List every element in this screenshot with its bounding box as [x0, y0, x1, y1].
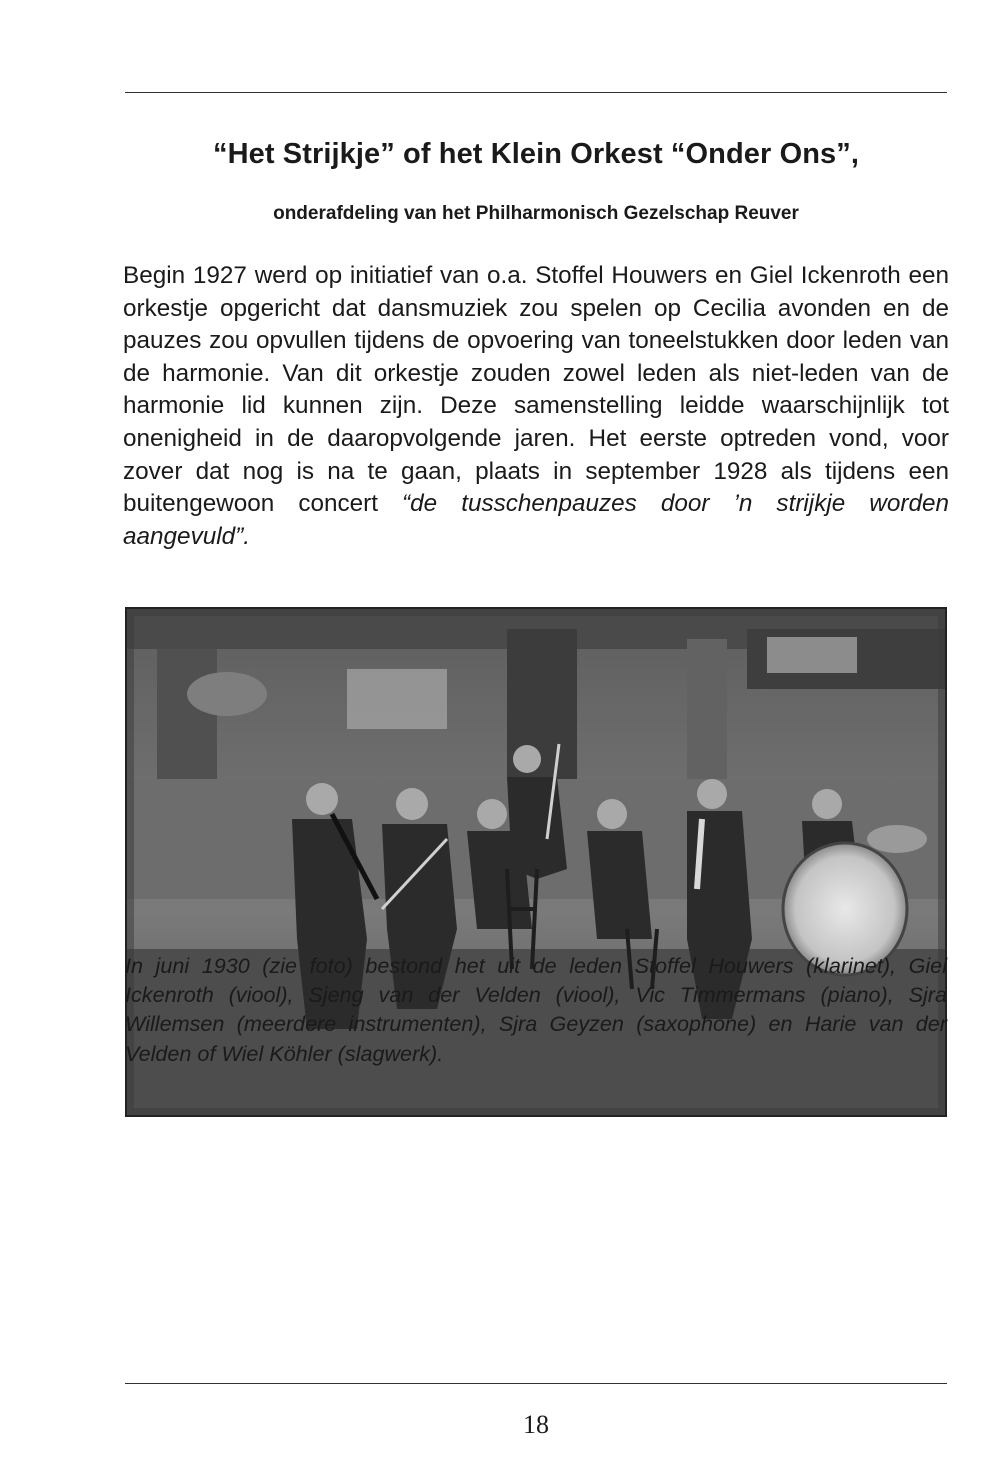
musician-2-head	[396, 788, 428, 820]
photo-caption: In juni 1930 (zie foto) bestond het uit de leden Stoffel Houwers (klarinet), Giel Ickenroth (viool), Sjeng van der Velden (viool), Vic Timmermans (piano), Sjra Willemsen (meerdere instrumenten), Sjra Geyzen (saxophone) en Harie van der Velden of Wiel Köhler (slagwerk).	[125, 953, 947, 1066]
musician-5-head	[597, 799, 627, 829]
bottom-rule	[125, 1383, 947, 1384]
musician-4-body	[507, 777, 567, 879]
decor-column-left	[157, 649, 217, 789]
musician-4-head	[513, 745, 541, 773]
page-subtitle: onderafdeling van het Philharmonisch Gezelschap Reuver	[273, 203, 799, 224]
page-title: “Het Strijkje” of het Klein Orkest “Onder Ons”,	[212, 138, 860, 170]
musician-6-head	[697, 779, 727, 809]
page-number: 18	[523, 1410, 549, 1439]
musician-3-head	[477, 799, 507, 829]
body-quote: “de tusschenpauzes door ’n strijkje worden aangevuld”.	[123, 490, 949, 550]
decor-pattern-right	[767, 637, 857, 673]
decor-ornament	[187, 672, 267, 716]
body-paragraph	[123, 260, 949, 553]
musician-5-body	[587, 831, 652, 939]
musician-7-head	[812, 789, 842, 819]
musician-1-head	[306, 783, 338, 815]
cymbal	[867, 825, 927, 853]
body-text: Begin 1927 werd op initiatief van o.a. Stoffel Houwers en Giel Ickenroth een orkestje opgericht dat dansmuziek zou spelen op Cecilia avonden en de pauzes zou opvullen tijdens de opvoering van toneelstukken door leden van de harmonie. Van dit orkestje zouden zowel leden als niet-leden van de harmonie lid kunnen zijn. Deze samenstelling leidde waarschijnlijk tot onenigheid in de daaropvolgende jaren. Het eerste optreden vond, voor zover dat nog is na te gaan, plaats in september 1928 als tijdens een buitengewoon concert	[123, 262, 949, 518]
top-rule	[125, 92, 947, 93]
flowers	[347, 669, 447, 729]
